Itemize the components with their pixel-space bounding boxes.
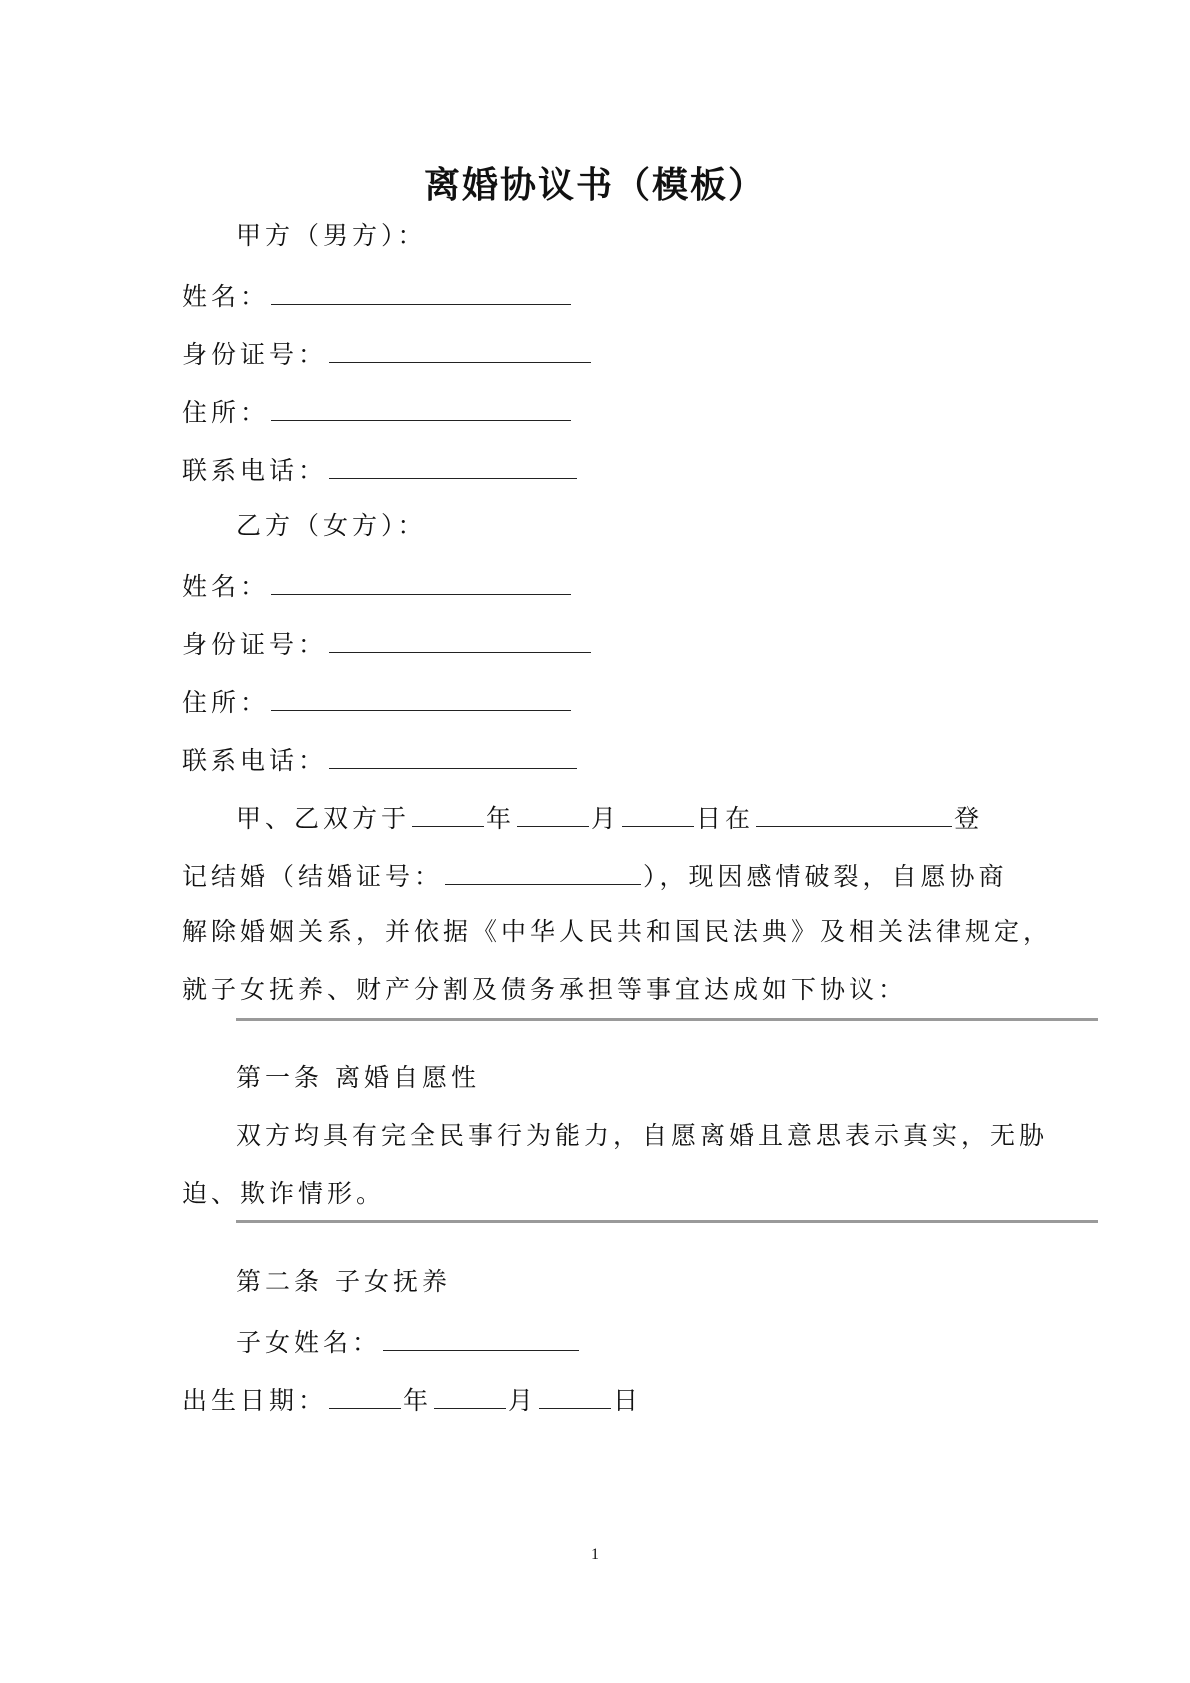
child-name-row <box>236 1320 1076 1363</box>
marriage-year-field[interactable] <box>412 796 484 827</box>
party-a-phone-row <box>182 448 1022 491</box>
party-a-name-label: 姓名： <box>182 282 270 311</box>
party-a-phone-field[interactable] <box>329 448 577 479</box>
party-b-id-row <box>182 622 1022 665</box>
party-b-name-field[interactable] <box>271 564 571 595</box>
page-title: 离婚协议书（模板） <box>423 165 766 206</box>
party-a-address-field[interactable] <box>271 390 571 421</box>
party-b-address-label: 住所： <box>182 688 270 717</box>
party-b-id-label: 身份证号： <box>182 630 328 659</box>
section-divider <box>236 1220 1098 1223</box>
dob-month-field[interactable] <box>434 1378 506 1409</box>
party-a-id-row <box>182 332 1022 375</box>
party-b-phone-row <box>182 738 1022 781</box>
party-a-heading: 甲方（男方）： <box>236 221 427 250</box>
month-label: 月 <box>508 1386 538 1415</box>
section-divider <box>236 1018 1098 1021</box>
dob-day-field[interactable] <box>539 1378 611 1409</box>
party-b-name-row <box>182 564 1022 607</box>
intro-line-1 <box>236 796 1076 839</box>
party-b-name-label: 姓名： <box>182 572 270 601</box>
marriage-certificate-field[interactable] <box>445 854 641 885</box>
intro-text: ），现因感情破裂，自愿协商 <box>643 862 1008 891</box>
day-label: 日 <box>613 1386 643 1415</box>
marriage-month-field[interactable] <box>517 796 589 827</box>
registration-place-field[interactable] <box>756 796 952 827</box>
article-2-heading: 第二条 子女抚养 <box>236 1267 451 1296</box>
year-label: 年 <box>486 804 516 833</box>
intro-text: 登 <box>954 804 984 833</box>
party-b-phone-label: 联系电话： <box>182 746 328 775</box>
child-name-label: 子女姓名： <box>236 1328 382 1357</box>
party-a-id-field[interactable] <box>329 332 591 363</box>
party-a-address-row <box>182 390 1022 433</box>
month-label: 月 <box>591 804 621 833</box>
intro-line-4: 就子女抚养、财产分割及债务承担等事宜达成如下协议： <box>182 975 908 1004</box>
intro-text: 甲、乙双方于 <box>236 804 411 833</box>
child-dob-row <box>182 1378 1022 1421</box>
article-1-line-1: 双方均具有完全民事行为能力，自愿离婚且意思表示真实，无胁 <box>236 1121 1049 1150</box>
party-a-address-label: 住所： <box>182 398 270 427</box>
party-b-address-row <box>182 680 1022 723</box>
party-b-address-field[interactable] <box>271 680 571 711</box>
child-dob-label: 出生日期： <box>182 1386 328 1415</box>
dob-year-field[interactable] <box>329 1378 401 1409</box>
child-name-field[interactable] <box>383 1320 579 1351</box>
intro-text: 记结婚（结婚证号： <box>182 862 444 891</box>
party-b-heading: 乙方（女方）： <box>236 511 427 540</box>
article-1-heading: 第一条 离婚自愿性 <box>236 1063 480 1092</box>
party-a-name-field[interactable] <box>271 274 571 305</box>
party-b-phone-field[interactable] <box>329 738 577 769</box>
article-1-line-2: 迫、欺诈情形。 <box>182 1179 386 1208</box>
party-a-id-label: 身份证号： <box>182 340 328 369</box>
party-a-name-row <box>182 274 1022 317</box>
marriage-day-field[interactable] <box>622 796 694 827</box>
intro-line-3: 解除婚姻关系，并依据《中华人民共和国民法典》及相关法律规定， <box>182 917 1053 946</box>
party-a-phone-label: 联系电话： <box>182 456 328 485</box>
party-b-id-field[interactable] <box>329 622 591 653</box>
intro-line-2 <box>182 854 1022 897</box>
page-number: 1 <box>591 1546 599 1563</box>
day-label: 日在 <box>696 804 755 833</box>
year-label: 年 <box>403 1386 433 1415</box>
